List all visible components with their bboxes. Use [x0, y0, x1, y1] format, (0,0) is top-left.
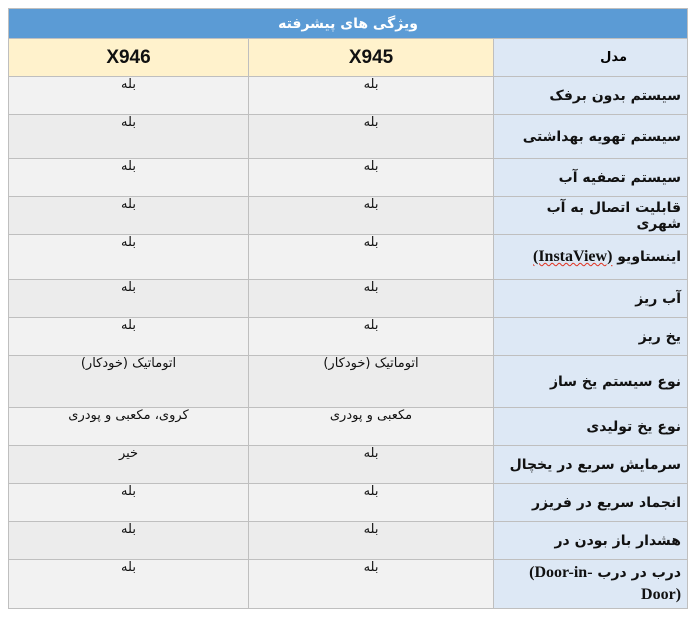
feature-label: سرمایش سریع در یخچال: [494, 446, 688, 484]
x945-value: بله: [249, 318, 494, 356]
feature-label: انجماد سریع در فریزر: [494, 484, 688, 522]
x945-value: مکعبی و پودری: [249, 408, 494, 446]
x945-value: بله: [249, 235, 494, 280]
table-title-row: [9, 9, 688, 39]
feature-label: قابلیت اتصال به آب شهری: [494, 197, 688, 235]
table-row: [9, 115, 688, 159]
feature-label-persian: اینستاویو: [617, 249, 682, 265]
x946-value: خیر: [9, 446, 249, 484]
feature-label-latin: (Door-in-Door): [529, 564, 682, 603]
feature-label: سیستم تصفیه آب: [494, 159, 688, 197]
feature-label-latin: (InstaView): [533, 248, 613, 265]
feature-label: نوع سیستم یخ ساز: [494, 356, 688, 408]
feature-label: سیستم بدون برفک: [494, 77, 688, 115]
x945-value: بله: [249, 159, 494, 197]
x946-value: بله: [9, 115, 249, 159]
x946-value: بله: [9, 560, 249, 609]
feature-label: هشدار باز بودن در: [494, 522, 688, 560]
x946-value: بله: [9, 522, 249, 560]
table-row: [9, 77, 688, 115]
table-row: [9, 318, 688, 356]
table-row: [9, 235, 688, 280]
x946-value: اتوماتیک (خودکار): [9, 356, 249, 408]
x945-value: بله: [249, 115, 494, 159]
table-header-row: [9, 39, 688, 77]
table-row: [9, 356, 688, 408]
feature-label: آب ریز: [494, 280, 688, 318]
feature-label: یخ ریز: [494, 318, 688, 356]
table-title: ویژگی های پیشرفته: [9, 9, 688, 39]
x945-value: بله: [249, 197, 494, 235]
feature-label-persian: درب در درب: [597, 565, 682, 581]
feature-label: نوع یخ تولیدی: [494, 408, 688, 446]
table-row: [9, 408, 688, 446]
x946-value: بله: [9, 159, 249, 197]
x945-value: بله: [249, 446, 494, 484]
x946-value: بله: [9, 77, 249, 115]
x946-value: بله: [9, 318, 249, 356]
features-table: [8, 8, 688, 609]
model-x946-header: X946: [9, 39, 249, 77]
x946-value: بله: [9, 280, 249, 318]
table-row: [9, 484, 688, 522]
x945-value: بله: [249, 522, 494, 560]
table-row: [9, 560, 688, 609]
x946-value: کروی، مکعبی و پودری: [9, 408, 249, 446]
model-column-header: مدل: [494, 39, 688, 77]
table-row: [9, 159, 688, 197]
x945-value: بله: [249, 77, 494, 115]
table-row: [9, 446, 688, 484]
x946-value: بله: [9, 235, 249, 280]
x945-value: اتوماتیک (خودکار): [249, 356, 494, 408]
table-row: [9, 280, 688, 318]
model-x945-header: X945: [249, 39, 494, 77]
feature-label: [494, 560, 688, 609]
table-row: [9, 522, 688, 560]
x945-value: بله: [249, 484, 494, 522]
feature-label: سیستم تهویه بهداشتی: [494, 115, 688, 159]
x946-value: بله: [9, 197, 249, 235]
feature-label: [494, 235, 688, 280]
x945-value: بله: [249, 560, 494, 609]
x945-value: بله: [249, 280, 494, 318]
table-row: [9, 197, 688, 235]
x946-value: بله: [9, 484, 249, 522]
